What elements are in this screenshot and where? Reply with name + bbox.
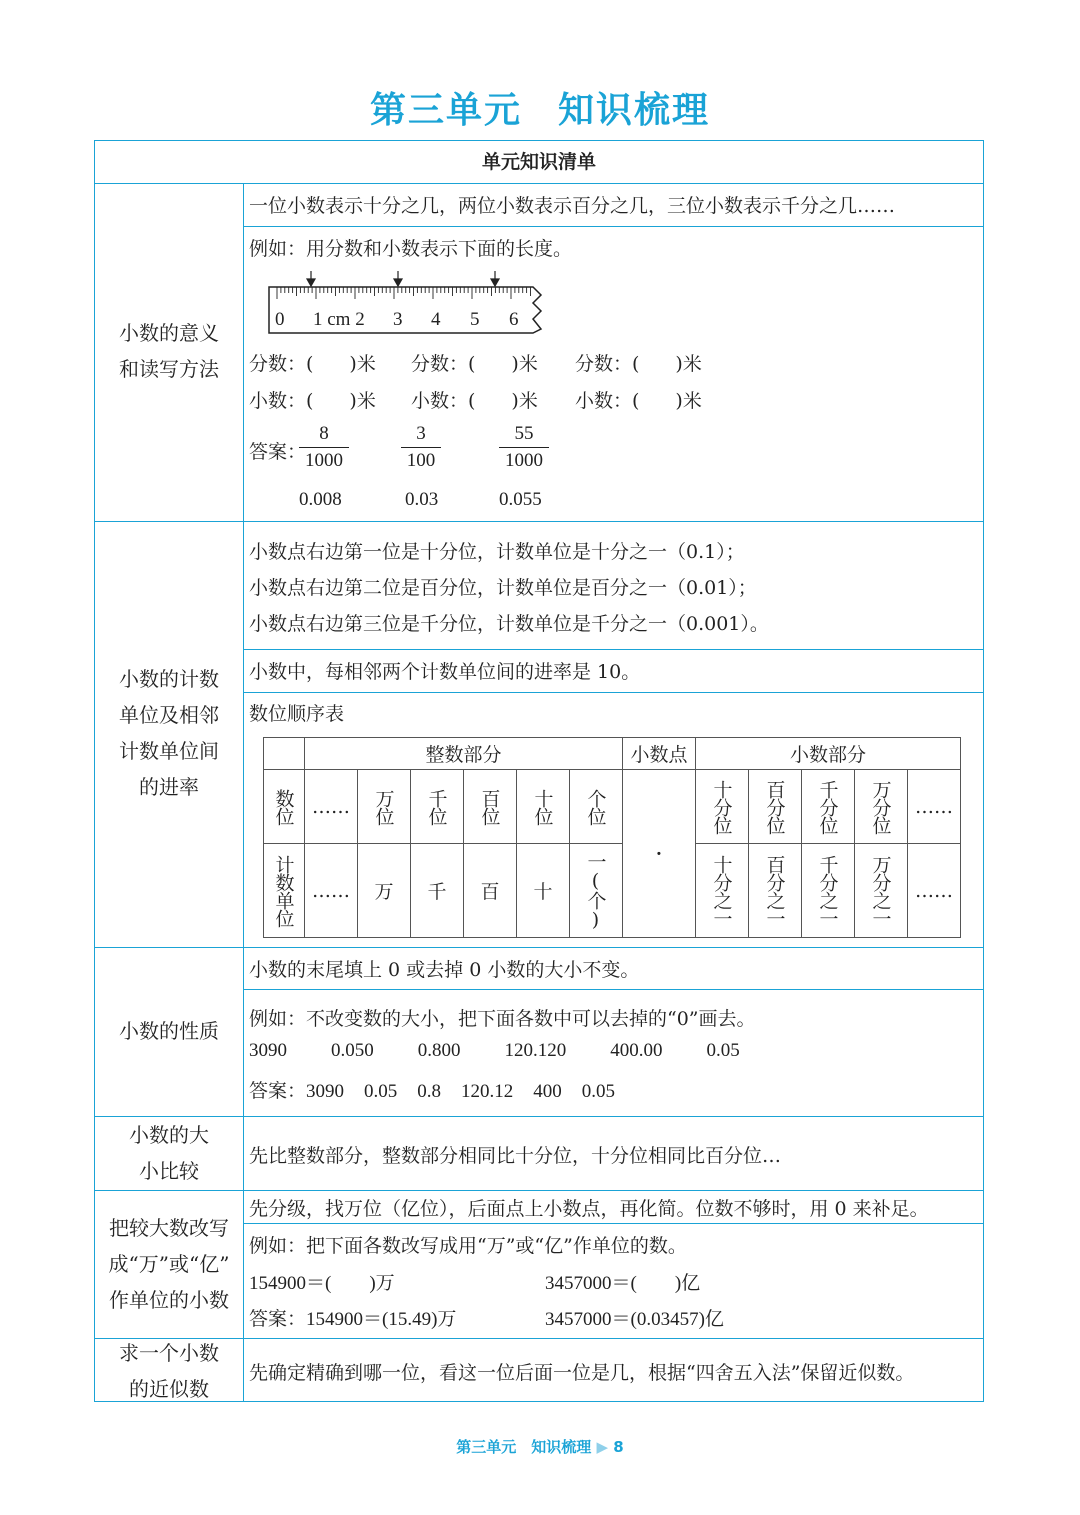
- unit-cell: 十: [517, 844, 570, 938]
- answer-decimal: 0.008: [299, 489, 342, 510]
- units-line-1: 小数点右边第一位是十分位，计数单位是十分之一（0.1）；: [249, 541, 745, 563]
- decimal-blank: 小数：( )米: [411, 390, 538, 412]
- place-cell: 十位: [531, 788, 554, 825]
- unit-cell: 万: [358, 844, 411, 938]
- property-definition: 小数的末尾填上 0 或去掉 0 小数的大小不变。: [249, 959, 640, 981]
- ruler-label: 5: [470, 309, 480, 330]
- section-label-approx: 求一个小数 的近似数: [119, 1341, 219, 1401]
- units-line-3: 小数点右边第三位是千分位，计数单位是千分之一（0.001）。: [249, 613, 769, 635]
- unit-cell: 一(个): [584, 851, 607, 930]
- place-cell: 个位: [584, 788, 607, 825]
- rewrite-answer-1: 答案：154900＝(15.49)万: [249, 1309, 457, 1330]
- place-cell: 百位: [478, 788, 501, 825]
- answer-decimal: 0.055: [499, 489, 542, 510]
- dec-place-cell: 十分位: [710, 779, 733, 834]
- divider: [95, 947, 983, 948]
- fraction-blank: 分数：( )米: [249, 353, 376, 375]
- divider: [243, 989, 983, 990]
- fraction-blank: 分数：( )米: [411, 353, 538, 375]
- divider: [243, 226, 983, 227]
- divider: [95, 1190, 983, 1191]
- dec-place-cell: 万分位: [869, 779, 892, 834]
- section-label-units: 小数的计数 单位及相邻 计数单位间 的进率: [119, 667, 219, 799]
- decimal-blank: 小数：( )米: [575, 390, 702, 412]
- dec-unit-cell: 万分之一: [869, 854, 892, 927]
- meaning-definition: 一位小数表示十分之几，两位小数表示百分之几，三位小数表示千分之几……: [249, 195, 896, 217]
- meaning-example: 例如：用分数和小数表示下面的长度。: [249, 238, 573, 260]
- section-label-meaning: 小数的意义 和读写方法: [119, 321, 219, 381]
- answer-fraction: $\frac{55}{1000}$: [499, 421, 549, 474]
- dec-unit-cell: 百分之一: [763, 854, 786, 927]
- knowledge-sheet: [94, 140, 984, 1402]
- decimal-point-cell: ·: [623, 770, 696, 938]
- section-label-compare: 小数的大 小比较: [129, 1123, 209, 1183]
- ruler-label: 3: [393, 309, 403, 330]
- row-head-place: 数位: [264, 770, 305, 844]
- page-title: 第三单元 知识梳理: [369, 90, 711, 131]
- page-number: 8: [613, 1438, 624, 1456]
- divider: [243, 1223, 983, 1224]
- divider: [243, 692, 983, 693]
- place-value-table: 整数部分 小数点 小数部分 数位 …… 万位 千位 百位 十位 个位 · 十分位 百分位 千分位 万分位 …… 计数单位 …… 万 千 百 十 一(个) 十分之一 百分之一 千分之一 万分之一 ……: [263, 737, 961, 938]
- section-label-rewrite: 把较大数改写 成“万”或“亿” 作单位的小数: [108, 1216, 230, 1312]
- property-answers: 答案：3090 0.05 0.8 120.12 400 0.05: [249, 1081, 616, 1102]
- divider: [243, 183, 244, 1401]
- dec-unit-cell: 十分之一: [710, 854, 733, 927]
- unit-cell: 百: [464, 844, 517, 938]
- answer-fraction: $\frac{8}{1000}$: [299, 421, 349, 474]
- answer-fraction: $\frac{3}{100}$: [401, 421, 441, 474]
- rewrite-question-1: 154900＝( )万: [249, 1273, 395, 1294]
- ruler-label: 6: [509, 309, 519, 330]
- divider: [95, 521, 983, 522]
- divider: [95, 183, 983, 184]
- property-example: 例如：不改变数的大小，把下面各数中可以去掉的“0”画去。: [249, 1008, 756, 1030]
- rewrite-example: 例如：把下面各数改写成用“万”或“亿”作单位的数。: [249, 1235, 687, 1257]
- answer-decimal: 0.03: [405, 489, 439, 510]
- row-head-unit: 计数单位: [264, 844, 305, 938]
- page-footer: 第三单元 知识梳理 ▶ 8: [456, 1438, 624, 1456]
- ruler-label: 4: [431, 309, 441, 330]
- dec-part-header: 小数部分: [696, 738, 961, 770]
- fraction-blank: 分数：( )米: [575, 353, 702, 375]
- decimal-blank: 小数：( )米: [249, 390, 376, 412]
- dec-unit-cell: 千分之一: [816, 854, 839, 927]
- ruler-label: 0: [275, 309, 285, 330]
- place-cell: 万位: [372, 788, 395, 825]
- rewrite-rule: 先分级，找万位（亿位），后面点上小数点，再化简。位数不够时，用 0 来补足。: [249, 1198, 929, 1220]
- rewrite-question-2: 3457000＝( )亿: [545, 1273, 701, 1294]
- units-line-2: 小数点右边第二位是百分位，计数单位是百分之一（0.01）；: [249, 577, 757, 599]
- section-label-property: 小数的性质: [119, 1019, 219, 1043]
- divider: [243, 649, 983, 650]
- rewrite-answer-2: 3457000＝(0.03457)亿: [545, 1309, 724, 1330]
- dec-place-cell: 百分位: [763, 779, 786, 834]
- point-header: 小数点: [623, 738, 696, 770]
- property-numbers: 3090 0.050 0.800 120.120 400.00 0.05: [249, 1040, 740, 1061]
- dec-place-cell: 千分位: [816, 779, 839, 834]
- ruler-label: 1 cm 2: [313, 309, 365, 330]
- table-title: 数位顺序表: [249, 703, 345, 725]
- approx-rule: 先确定精确到哪一位，看这一位后面一位是几，根据“四舍五入法”保留近似数。: [249, 1362, 915, 1384]
- answer-label: 答案：: [249, 441, 307, 463]
- unit-cell: 千: [411, 844, 464, 938]
- units-rate: 小数中，每相邻两个计数单位间的进率是 10。: [249, 661, 641, 683]
- compare-rule: 先比整数部分，整数部分相同比十分位，十分位相同比百分位…: [249, 1145, 782, 1167]
- sheet-title: 单元知识清单: [481, 151, 596, 173]
- arrow-right-icon: ▶: [596, 1438, 609, 1456]
- int-part-header: 整数部分: [305, 738, 623, 770]
- place-cell: 千位: [425, 788, 448, 825]
